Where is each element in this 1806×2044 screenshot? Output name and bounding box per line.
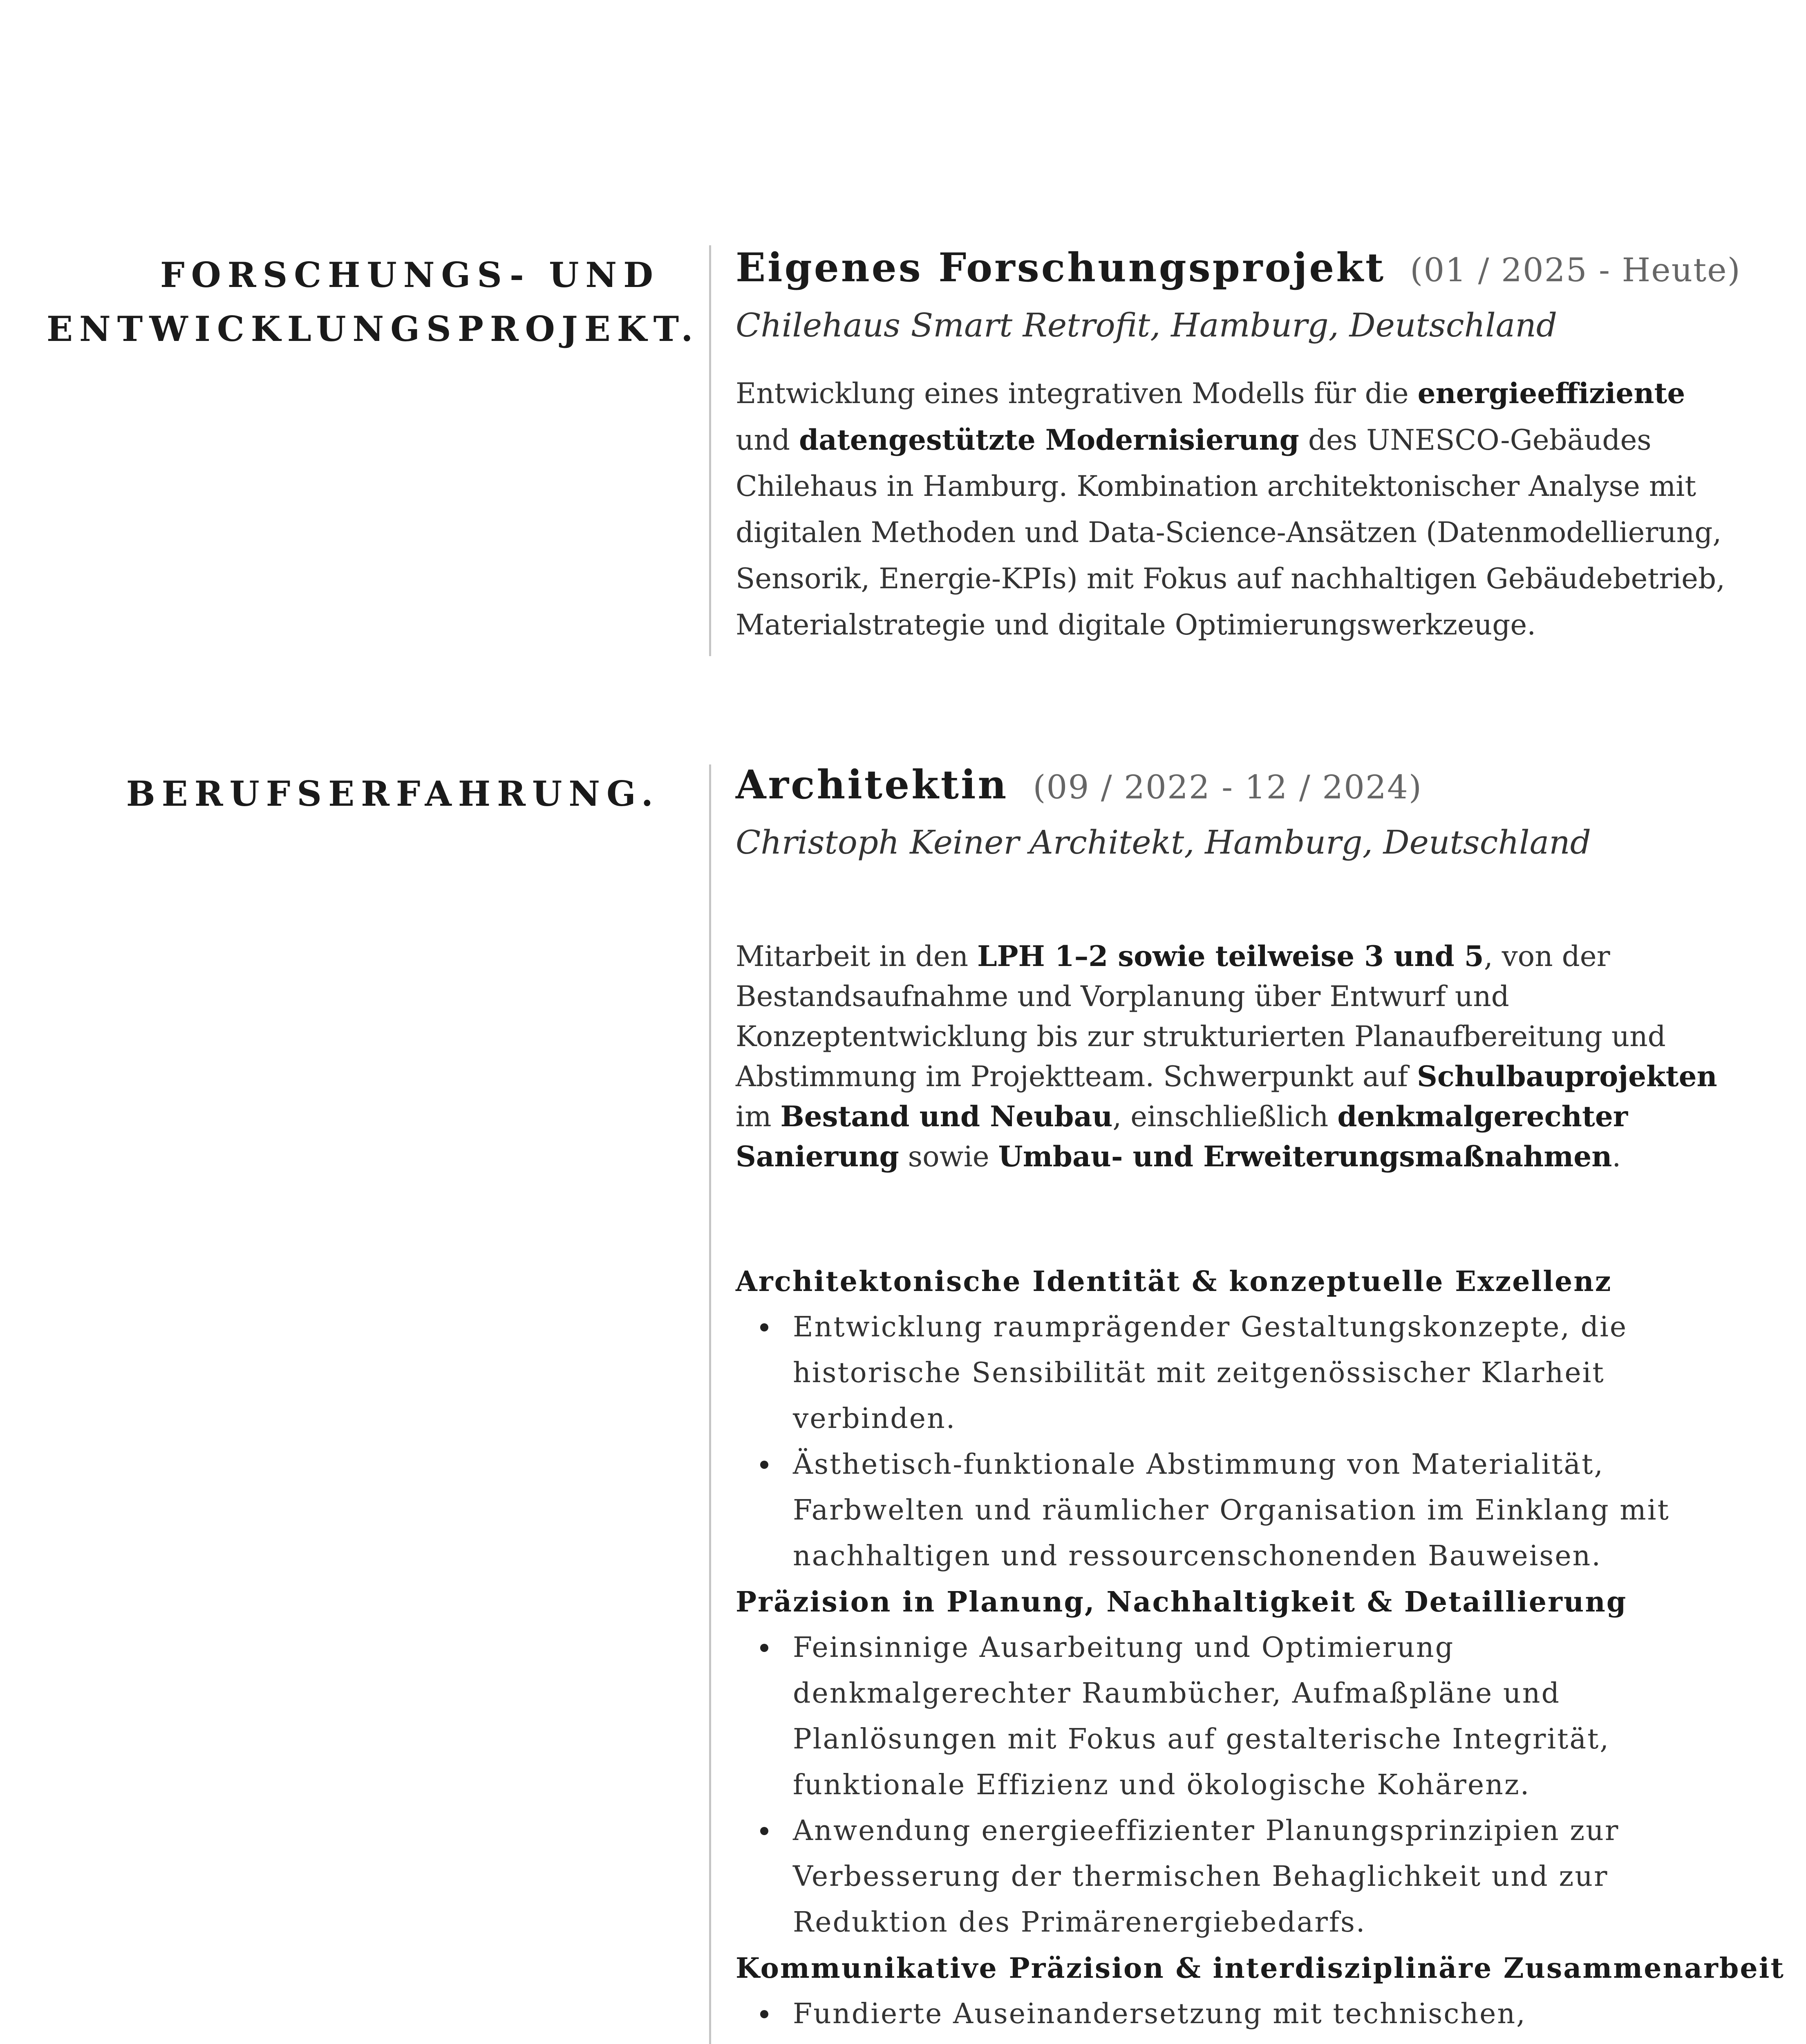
- section-label-research: [47, 248, 700, 356]
- job-title: Architektin: [736, 762, 1009, 808]
- bullet-list: [736, 1304, 1737, 1579]
- research-entry: [736, 241, 1741, 648]
- research-title-row: [736, 241, 1741, 297]
- research-date: (01 / 2025 - Heute): [1410, 251, 1741, 289]
- group-heading: Kommunikative Präzision & interdisziplinäre Zusammenarbeit: [736, 1952, 1785, 1985]
- list-item: Feinsinnige Ausarbeitung und Optimierung denkmalgerechter Raumbücher, Aufmaßpläne und Planlösungen mit Fokus auf gestalterische Integrität, funktionale Effizienz und ökologische Kohärenz.: [736, 1625, 1737, 1808]
- job-title-row: [736, 758, 1737, 814]
- list-item: Anwendung energieeffizienter Planungsprinzipien zur Verbesserung der thermischen Behaglichkeit und zur Reduktion des Primärenergiebedarfs.: [736, 1808, 1737, 1945]
- timeline-divider: [709, 245, 711, 656]
- job-date: (09 / 2022 - 12 / 2024): [1033, 768, 1423, 806]
- list-item: Entwicklung raumprägender Gestaltungskonzepte, die historische Sensibilität mit zeitgenössischer Klarheit verbinden.: [736, 1304, 1737, 1442]
- group-heading: Präzision in Planung, Nachhaltigkeit & Detaillierung: [736, 1586, 1627, 1618]
- list-item: Ästhetisch-funktionale Abstimmung von Materialität, Farbwelten und räumlicher Organisation im Einklang mit nachhaltigen und ressourcenschonenden Bauweisen.: [736, 1442, 1737, 1579]
- job-description: Mitarbeit in den LPH 1–2 sowie teilweise 3 und 5, von der Bestandsaufnahme und Vorplanung über Entwurf und Konzeptentwicklung bis zur strukturierten Planaufbereitung und Abstimmung im Projektteam. Schwerpunkt auf Schulbauprojekten im Bestand und Neubau, einschließlich denkmalgerechter Sanierung sowie Umbau- und Erweiterungsmaßnahmen.: [736, 940, 1717, 1173]
- timeline-divider: [709, 764, 711, 2044]
- group-heading: Architektonische Identität & konzeptuelle Exzellenz: [736, 1265, 1612, 1298]
- section-label-line: BERUFSERFAHRUNG.: [126, 773, 660, 814]
- bullet-list: [736, 1991, 1737, 2044]
- section-label-line: ENTWICKLUNGSPROJEKT.: [47, 309, 700, 349]
- research-company: Chilehaus Smart Retrofit, Hamburg, Deutschland: [736, 306, 1558, 344]
- competency-groups: [736, 1259, 1785, 2044]
- section-label-experience: [47, 767, 660, 821]
- job-entry-architektin: [736, 758, 1785, 2044]
- bullet-list: [736, 1625, 1737, 1945]
- job-company: Christoph Keiner Architekt, Hamburg, Deutschland: [736, 823, 1591, 861]
- research-description: Entwicklung eines integrativen Modells für die energieeffiziente und datengestützte Modernisierung des UNESCO-Gebäudes Chilehaus in Hamburg. Kombination architektonischer Analyse mit digitalen Methoden und Data-Science-Ansätzen (Datenmodellierung, Sensorik, Energie-KPIs) mit Fokus auf nachhaltigen Gebäudebetrieb, Materialstrategie und digitale Optimierungswerkzeuge.: [736, 377, 1725, 641]
- section-label-line: FORSCHUNGS- UND: [160, 255, 660, 295]
- research-title: Eigenes Forschungsprojekt: [736, 244, 1386, 291]
- list-item: Fundierte Auseinandersetzung mit technischen,: [736, 1991, 1737, 2044]
